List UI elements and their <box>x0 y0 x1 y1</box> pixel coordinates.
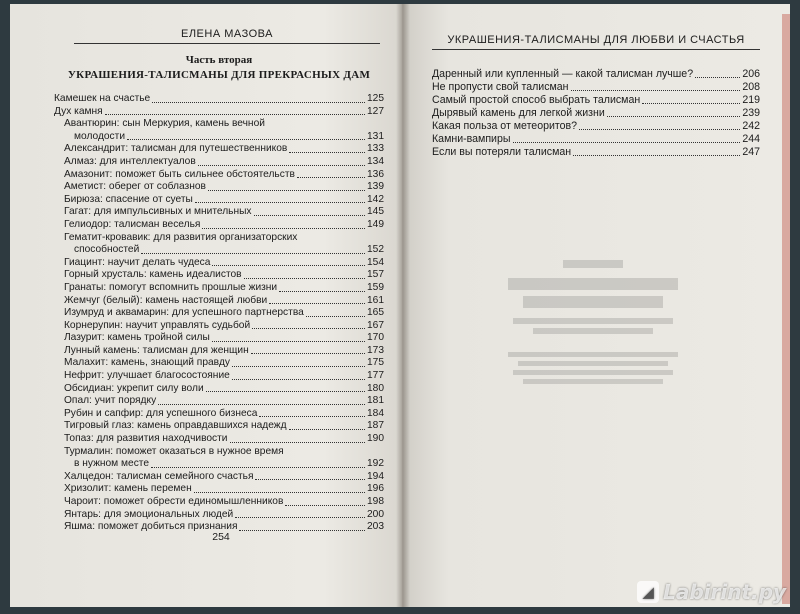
toc-entry-page: 208 <box>742 81 760 93</box>
toc-entry <box>54 295 384 308</box>
part-label: Часть вторая <box>185 54 253 66</box>
toc-entry-title: Аметист: оберег от соблазнов <box>64 181 206 193</box>
toc-entry-page: 200 <box>367 508 384 520</box>
right-page <box>402 4 790 607</box>
toc-entry <box>54 106 384 119</box>
toc-entry-title: Тигровый глаз: камень оправдавшихся надежд <box>64 420 287 432</box>
toc-leader-dots <box>194 492 365 493</box>
toc-entry <box>54 156 384 169</box>
toc-entry <box>54 169 384 182</box>
right-table-of-contents <box>432 68 760 159</box>
toc-entry-page: 134 <box>367 155 384 167</box>
toc-leader-dots <box>235 517 365 518</box>
toc-entry-page: 180 <box>367 382 384 394</box>
toc-entry-title: Янтарь: для эмоциональных людей <box>64 508 234 520</box>
toc-entry <box>432 107 760 120</box>
toc-entry-title: Амазонит: поможет быть сильнее обстоятельств <box>64 168 295 180</box>
toc-entry <box>54 496 384 509</box>
toc-entry-title: Если вы потеряли талисман <box>432 146 572 158</box>
toc-entry <box>54 395 384 408</box>
toc-entry-title: Рубин и сапфир: для успешного бизнеса <box>64 407 258 419</box>
toc-entry-page: 131 <box>367 130 384 142</box>
toc-entry-page: 139 <box>367 181 384 193</box>
left-table-of-contents <box>54 93 384 534</box>
toc-entry <box>54 420 384 433</box>
toc-entry-title: Корнерупин: научит управлять судьбой <box>64 319 251 331</box>
toc-entry-page: 198 <box>367 496 384 507</box>
toc-entry <box>54 244 384 257</box>
toc-entry-page: 154 <box>367 256 384 268</box>
toc-entry-page: 127 <box>367 105 384 117</box>
toc-entry-title: Гелиодор: талисман веселья <box>64 218 201 230</box>
toc-entry-page: 149 <box>367 218 384 230</box>
toc-entry <box>54 143 384 156</box>
toc-entry-page: 190 <box>367 433 384 445</box>
toc-entry <box>54 446 384 459</box>
toc-leader-dots <box>195 202 365 203</box>
toc-entry <box>54 357 384 370</box>
toc-leader-dots <box>152 102 365 103</box>
toc-entry-page: 242 <box>742 120 760 132</box>
toc-entry-page: 239 <box>742 107 760 119</box>
toc-leader-dots <box>695 77 740 78</box>
toc-entry-title: Самый простой способ выбрать талисман <box>432 94 641 106</box>
toc-entry-page: 133 <box>367 143 384 155</box>
toc-entry <box>54 206 384 219</box>
toc-leader-dots <box>579 129 740 130</box>
toc-leader-dots <box>259 416 365 417</box>
toc-leader-dots <box>306 316 365 317</box>
toc-leader-dots <box>212 341 365 342</box>
toc-entry-title: Яшма: поможет добиться признания <box>64 521 238 533</box>
toc-entry-page: 161 <box>367 294 384 306</box>
toc-entry <box>54 194 384 207</box>
part-title: УКРАШЕНИЯ-ТАЛИСМАНЫ ДЛЯ ПРЕКРАСНЫХ ДАМ <box>67 69 371 81</box>
toc-leader-dots <box>251 353 365 354</box>
toc-entry <box>54 219 384 232</box>
toc-entry <box>432 81 760 94</box>
toc-leader-dots <box>297 177 365 178</box>
toc-leader-dots <box>198 165 365 166</box>
toc-entry-title: Нефрит: улучшает благосостояние <box>64 370 230 382</box>
toc-entry <box>54 408 384 421</box>
toc-entry-page: 219 <box>742 94 760 106</box>
toc-entry <box>54 257 384 270</box>
toc-entry-page: 170 <box>367 332 384 344</box>
toc-entry-title: Опал: учит порядку <box>64 395 157 407</box>
toc-entry-title: Чароит: поможет обрести единомышленников <box>64 496 284 507</box>
watermark-text: Labirint.ру <box>663 580 786 604</box>
toc-entry-title: Дух камня <box>54 105 103 117</box>
toc-leader-dots <box>285 505 365 506</box>
toc-entry-title: Камешек на счастье <box>54 93 151 104</box>
toc-leader-dots <box>232 366 365 367</box>
toc-leader-dots <box>151 467 365 468</box>
toc-entry-page: 196 <box>367 483 384 495</box>
toc-entry-title: Обсидиан: укрепит силу воли <box>64 382 204 394</box>
toc-entry-page: 167 <box>367 319 384 331</box>
toc-entry-title: Лазурит: камень тройной силы <box>64 332 210 344</box>
book-gutter <box>396 4 410 607</box>
toc-leader-dots <box>230 442 366 443</box>
toc-entry <box>432 133 760 146</box>
toc-entry <box>54 332 384 345</box>
toc-leader-dots <box>252 328 365 329</box>
toc-entry-title: Бирюза: спасение от суеты <box>64 193 193 205</box>
toc-leader-dots <box>127 139 365 140</box>
toc-entry-page: 165 <box>367 307 384 319</box>
toc-leader-dots <box>269 303 365 304</box>
toc-entry-page: 192 <box>367 458 384 470</box>
toc-leader-dots <box>642 103 740 104</box>
toc-entry <box>54 345 384 358</box>
toc-entry <box>54 118 384 131</box>
toc-entry <box>54 370 384 383</box>
toc-entry-page: 247 <box>742 146 760 158</box>
toc-entry-title: Гагат: для импульсивных и мнительных <box>64 206 252 218</box>
toc-entry-title: Гематит-кровавик: для развития организаторских <box>64 231 298 243</box>
toc-entry-title: в нужном месте <box>74 458 149 470</box>
toc-entry-title: Малахит: камень, знающий правду <box>64 357 230 369</box>
toc-leader-dots <box>244 278 365 279</box>
toc-entry <box>432 120 760 133</box>
toc-entry-page: 157 <box>367 269 384 281</box>
toc-leader-dots <box>289 152 365 153</box>
toc-entry-title: Даренный или купленный — какой талисман лучше? <box>432 68 694 80</box>
toc-entry-title: Горный хрусталь: камень идеалистов <box>64 269 242 281</box>
toc-leader-dots <box>573 155 740 156</box>
toc-leader-dots <box>607 116 741 117</box>
toc-leader-dots <box>232 379 365 380</box>
toc-entry-title: способностей <box>74 244 140 256</box>
toc-leader-dots <box>212 265 365 266</box>
page-edge <box>782 14 790 604</box>
toc-entry <box>54 458 384 471</box>
left-running-head: ЕЛЕНА МАЗОВА <box>74 4 380 44</box>
toc-entry-title: Какая польза от метеоритов? <box>432 120 578 132</box>
toc-entry-title: Топаз: для развития находчивости <box>64 433 228 445</box>
page-number: 254 <box>212 531 230 543</box>
toc-entry-title: Гранаты: помогут вспомнить прошлые жизни <box>64 281 278 293</box>
toc-entry <box>432 94 760 107</box>
toc-entry-title: Дырявый камень для легкой жизни <box>432 107 605 119</box>
toc-entry-title: Турмалин: поможет оказаться в нужное время <box>64 445 284 457</box>
toc-entry <box>54 307 384 320</box>
toc-entry-page: 187 <box>367 420 384 432</box>
toc-entry-title: Лунный камень: талисман для женщин <box>64 344 249 356</box>
toc-leader-dots <box>202 228 365 229</box>
toc-entry-page: 145 <box>367 206 384 218</box>
toc-entry <box>54 509 384 522</box>
toc-entry-title: Камни-вампиры <box>432 133 511 145</box>
toc-entry-page: 206 <box>742 68 760 80</box>
left-page <box>10 4 402 607</box>
right-running-head: УКРАШЕНИЯ-ТАЛИСМАНЫ ДЛЯ ЛЮБВИ И СЧАСТЬЯ <box>432 4 760 50</box>
toc-entry <box>54 282 384 295</box>
toc-leader-dots <box>254 215 365 216</box>
toc-entry <box>432 68 760 81</box>
toc-entry <box>54 483 384 496</box>
toc-entry-page: 177 <box>367 370 384 382</box>
labirint-logo-icon: ◢ <box>637 581 659 603</box>
watermark <box>637 580 786 604</box>
toc-leader-dots <box>208 190 365 191</box>
toc-entry <box>54 433 384 446</box>
toc-entry-page: 142 <box>367 193 384 205</box>
toc-entry <box>54 131 384 144</box>
toc-entry-title: Не пропусти свой талисман <box>432 81 569 93</box>
toc-entry <box>54 320 384 333</box>
book-spread <box>10 4 790 607</box>
toc-entry-page: 175 <box>367 357 384 369</box>
toc-entry-page: 173 <box>367 344 384 356</box>
toc-leader-dots <box>141 253 365 254</box>
toc-entry-page: 203 <box>367 521 384 533</box>
toc-leader-dots <box>289 429 365 430</box>
toc-entry <box>54 383 384 396</box>
toc-entry-title: Александрит: талисман для путешественников <box>64 143 288 155</box>
toc-entry-page: 159 <box>367 281 384 293</box>
toc-leader-dots <box>513 142 741 143</box>
toc-leader-dots <box>571 90 741 91</box>
toc-leader-dots <box>279 291 365 292</box>
toc-entry-page: 125 <box>367 93 384 104</box>
toc-entry-page: 244 <box>742 133 760 145</box>
toc-entry <box>54 471 384 484</box>
toc-entry <box>54 181 384 194</box>
toc-entry-title: Алмаз: для интеллектуалов <box>64 155 196 167</box>
toc-entry-title: Жемчуг (белый): камень настоящей любви <box>64 294 268 306</box>
toc-entry-page: 181 <box>367 395 384 407</box>
toc-entry-title: Изумруд и аквамарин: для успешного партнерства <box>64 307 304 319</box>
toc-entry <box>432 146 760 159</box>
toc-entry-page: 152 <box>367 244 384 256</box>
toc-entry <box>54 269 384 282</box>
show-through-text <box>498 260 688 460</box>
toc-entry-title: Хризолит: камень перемен <box>64 483 192 495</box>
toc-leader-dots <box>255 479 365 480</box>
toc-entry-page: 194 <box>367 470 384 482</box>
toc-entry <box>54 232 384 245</box>
toc-entry-title: Гиацинт: научит делать чудеса <box>64 256 211 268</box>
toc-leader-dots <box>158 404 365 405</box>
toc-leader-dots <box>105 114 365 115</box>
toc-entry <box>54 93 384 106</box>
toc-entry-page: 184 <box>367 407 384 419</box>
toc-entry-title: Авантюрин: сын Меркурия, камень вечной <box>64 118 265 130</box>
toc-entry-title: Халцедон: талисман семейного счастья <box>64 470 254 482</box>
toc-leader-dots <box>206 391 365 392</box>
toc-entry-title: молодости <box>74 130 126 142</box>
toc-entry-page: 136 <box>367 168 384 180</box>
